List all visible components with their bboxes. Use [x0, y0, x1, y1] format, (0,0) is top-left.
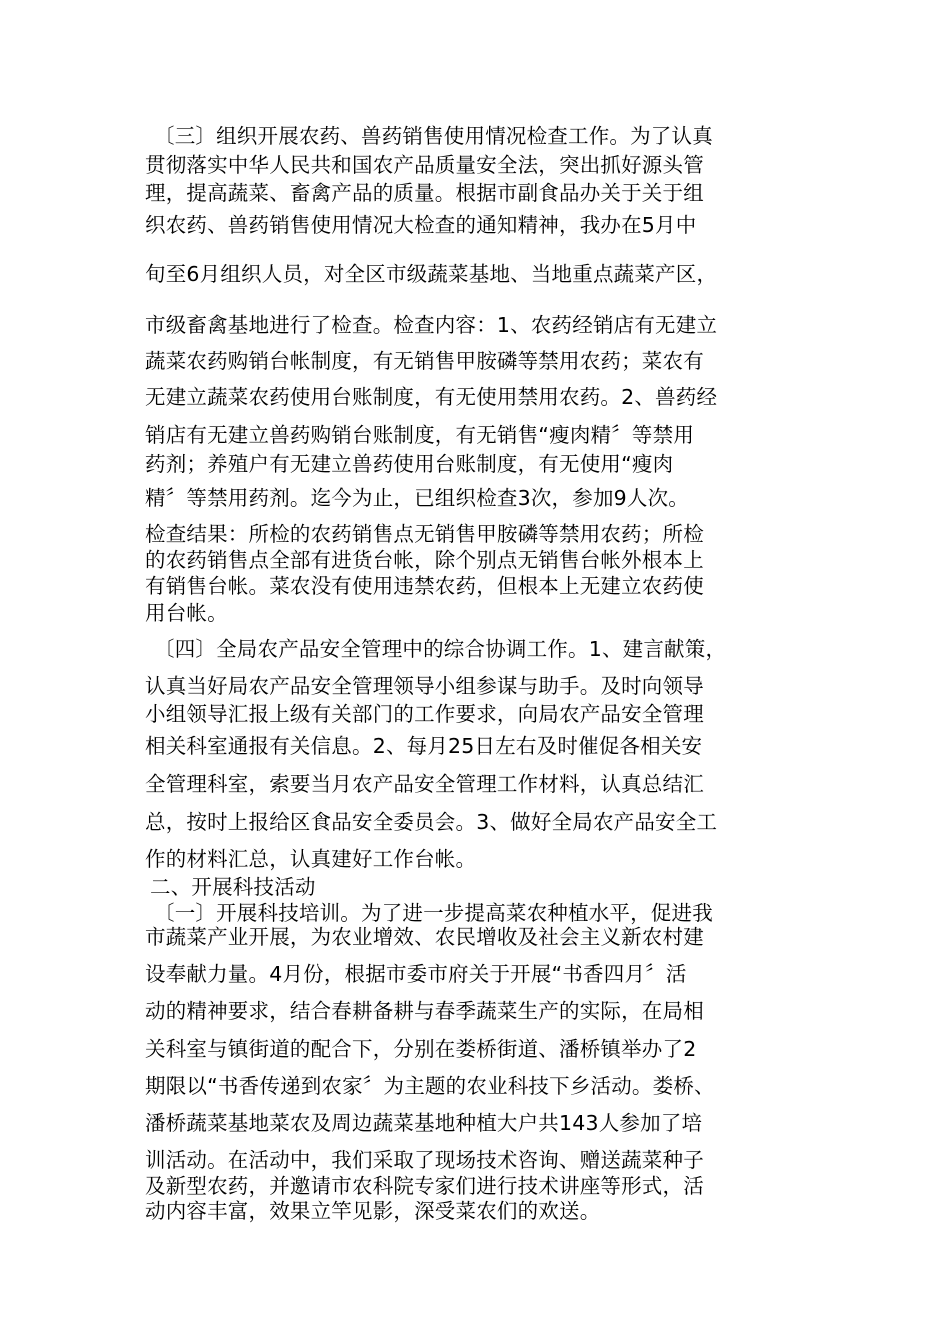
text-line: 潘桥蔬菜基地菜农及周边蔬菜基地种植大户共143人参加了培	[145, 1111, 703, 1135]
text-line: 的农药销售点全部有进货台帐，除个别点无销售台帐外根本上	[145, 548, 704, 572]
text-line: 有销售台帐。菜农没有使用违禁农药，但根本上无建立农药使	[145, 574, 704, 598]
text-line: 蔬菜农药购销台帐制度，有无销售甲胺磷等禁用农药；菜农有	[145, 349, 704, 373]
text-line: 认真当好局农产品安全管理领导小组参谋与助手。及时向领导	[145, 674, 704, 698]
text-line: 织农药、兽药销售使用情况大检查的通知精神，我办在5月中	[145, 213, 697, 237]
text-line: 销店有无建立兽药购销台账制度，有无销售“瘦肉精〞等禁用	[145, 423, 695, 447]
text-line: 及新型农药，并邀请市农科院专家们进行技术讲座等形式，活	[145, 1174, 704, 1198]
text-line: 检查结果：所检的农药销售点无销售甲胺磷等禁用农药；所检	[145, 522, 704, 546]
text-line: 精〞等禁用药剂。迄今为止，已组织检查3次，参加9人次。	[145, 486, 689, 510]
text-line: 动的精神要求，结合春耕备耕与春季蔬菜生产的实际，在局相	[145, 999, 704, 1023]
section-heading: 二、开展科技活动	[150, 875, 316, 899]
text-line: 无建立蔬菜农药使用台账制度，有无使用禁用农药。2、兽药经	[145, 385, 718, 409]
text-line: 关科室与镇街道的配合下，分别在娄桥街道、潘桥镇举办了2	[145, 1037, 697, 1061]
text-line: 动内容丰富，效果立竿见影，深受菜农们的欢送。	[145, 1199, 601, 1223]
text-line: 理，提高蔬菜、畜禽产品的质量。根据市副食品办关于关于组	[145, 181, 704, 205]
text-line: 市蔬菜产业开展，为农业增效、农民增收及社会主义新农村建	[145, 925, 704, 949]
text-line: 作的材料汇总，认真建好工作台帐。	[145, 847, 477, 871]
text-line: 期限以“书香传递到农家〞为主题的农业科技下乡活动。娄桥、	[145, 1074, 715, 1098]
text-line: 小组领导汇报上级有关部门的工作要求，向局农产品安全管理	[145, 702, 704, 726]
text-line: 总，按时上报给区食品安全委员会。3、做好全局农产品安全工	[145, 810, 718, 834]
text-line: 药剂；养殖户有无建立兽药使用台账制度，有无使用“瘦肉	[145, 452, 674, 476]
text-line: 贯彻落实中华人民共和国农产品质量安全法，突出抓好源头管	[145, 153, 704, 177]
text-line: 〔一〕开展科技培训。为了进一步提高菜农种植水平，促进我	[154, 901, 713, 925]
text-line: 设奉献力量。4月份，根据市委市府关于开展“书香四月〞活	[145, 962, 687, 986]
text-line: 全管理科室，索要当月农产品安全管理工作材料，认真总结汇	[145, 772, 704, 796]
text-line: 相关科室通报有关信息。2、每月25日左右及时催促各相关安	[145, 734, 703, 758]
text-line: 市级畜禽基地进行了检查。检查内容：1、农药经销店有无建立	[145, 313, 718, 337]
text-line: 旬至6月组织人员，对全区市级蔬菜基地、当地重点蔬菜产区，	[145, 262, 718, 286]
text-line: 用台帐。	[145, 601, 228, 625]
text-line: 〔三〕组织开展农药、兽药销售使用情况检查工作。为了认真	[154, 124, 713, 148]
text-line: 〔四〕全局农产品安全管理中的综合协调工作。1、建言献策，	[154, 637, 727, 661]
text-line: 训活动。在活动中，我们采取了现场技术咨询、赠送蔬菜种子	[145, 1148, 704, 1172]
